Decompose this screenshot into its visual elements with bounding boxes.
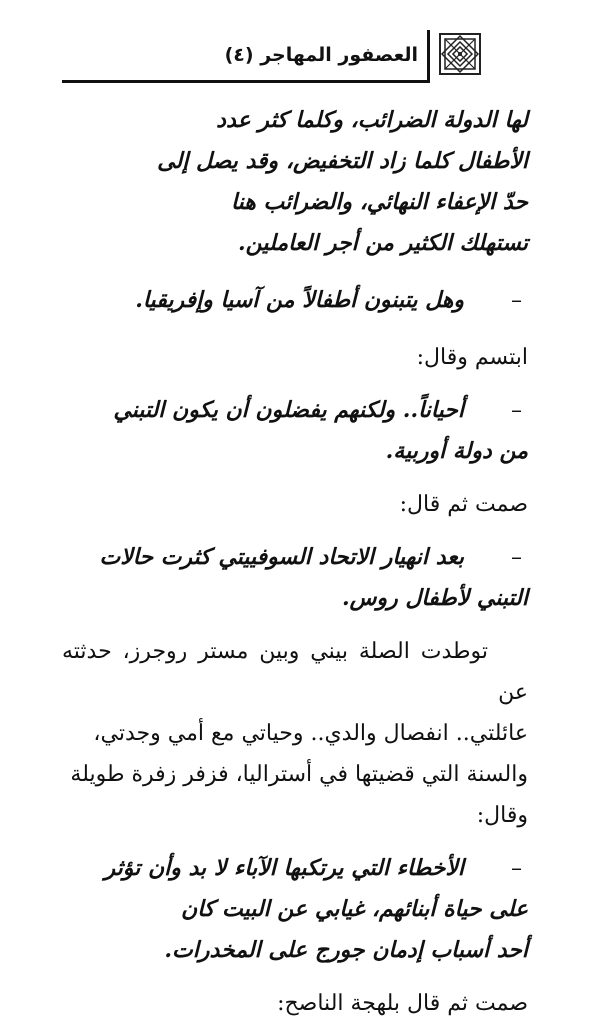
dialogue-dash: – bbox=[511, 398, 522, 423]
narration-4 bbox=[62, 983, 528, 1024]
narration-1 bbox=[62, 337, 528, 378]
dialogue-1 bbox=[62, 280, 528, 321]
text-line: صمت ثم قال: bbox=[399, 492, 528, 517]
text-line: أحياناً.. ولكنهم يفضلون أن يكون التبني bbox=[113, 397, 464, 423]
text-line: ابتسم وقال: bbox=[416, 345, 528, 370]
text-line: من دولة أوربية. bbox=[385, 438, 528, 464]
dialogue-4 bbox=[62, 848, 528, 971]
text-line: الأخطاء التي يرتكبها الآباء لا بد وأن تؤثر bbox=[104, 855, 464, 881]
header-vertical-rule bbox=[427, 30, 430, 83]
text-line: أحد أسباب إدمان جورج على المخدرات. bbox=[164, 937, 528, 963]
text-line: والسنة التي قضيتها في أستراليا، فزفر زفرة طويلة bbox=[70, 762, 528, 787]
text-line: بعد انهيار الاتحاد السوفييتي كثرت حالات bbox=[99, 544, 464, 570]
dialogue-2 bbox=[62, 390, 528, 472]
islamic-geometric-knot-icon bbox=[438, 32, 482, 76]
page-body bbox=[62, 100, 528, 1024]
narration-3 bbox=[62, 631, 528, 836]
dialogue-dash: – bbox=[511, 288, 522, 313]
dialogue-3 bbox=[62, 537, 528, 619]
text-line: على حياة أبنائهم، غيابي عن البيت كان bbox=[181, 896, 528, 922]
text-line: توطدت الصلة بيني وبين مستر روجرز، حدثته عن bbox=[62, 639, 528, 705]
paragraph-1 bbox=[62, 100, 528, 264]
text-line: عائلتي.. انفصال والدي.. وحياتي مع أمي وجدتي، bbox=[93, 721, 528, 746]
narration-2 bbox=[62, 484, 528, 525]
dialogue-dash: – bbox=[511, 545, 522, 570]
text-line: التبني لأطفال روس. bbox=[341, 585, 528, 611]
page-header bbox=[62, 30, 488, 80]
running-title: العصفور المهاجر (٤) bbox=[224, 44, 418, 66]
text-line: لها الدولة الضرائب، وكلما كثر عدد bbox=[216, 107, 528, 133]
header-horizontal-rule bbox=[62, 80, 430, 83]
text-line: صمت ثم قال بلهجة الناصح: bbox=[277, 991, 528, 1016]
text-line: حدّ الإعفاء النهائي، والضرائب هنا bbox=[230, 189, 528, 215]
text-line: الأطفال كلما زاد التخفيض، وقد يصل إلى bbox=[157, 148, 528, 174]
text-line: وقال: bbox=[476, 803, 528, 828]
text-line: وهل يتبنون أطفالاً من آسيا وإفريقيا. bbox=[135, 287, 464, 313]
text-line: تستهلك الكثير من أجر العاملين. bbox=[238, 230, 528, 256]
dialogue-dash: – bbox=[511, 856, 522, 881]
